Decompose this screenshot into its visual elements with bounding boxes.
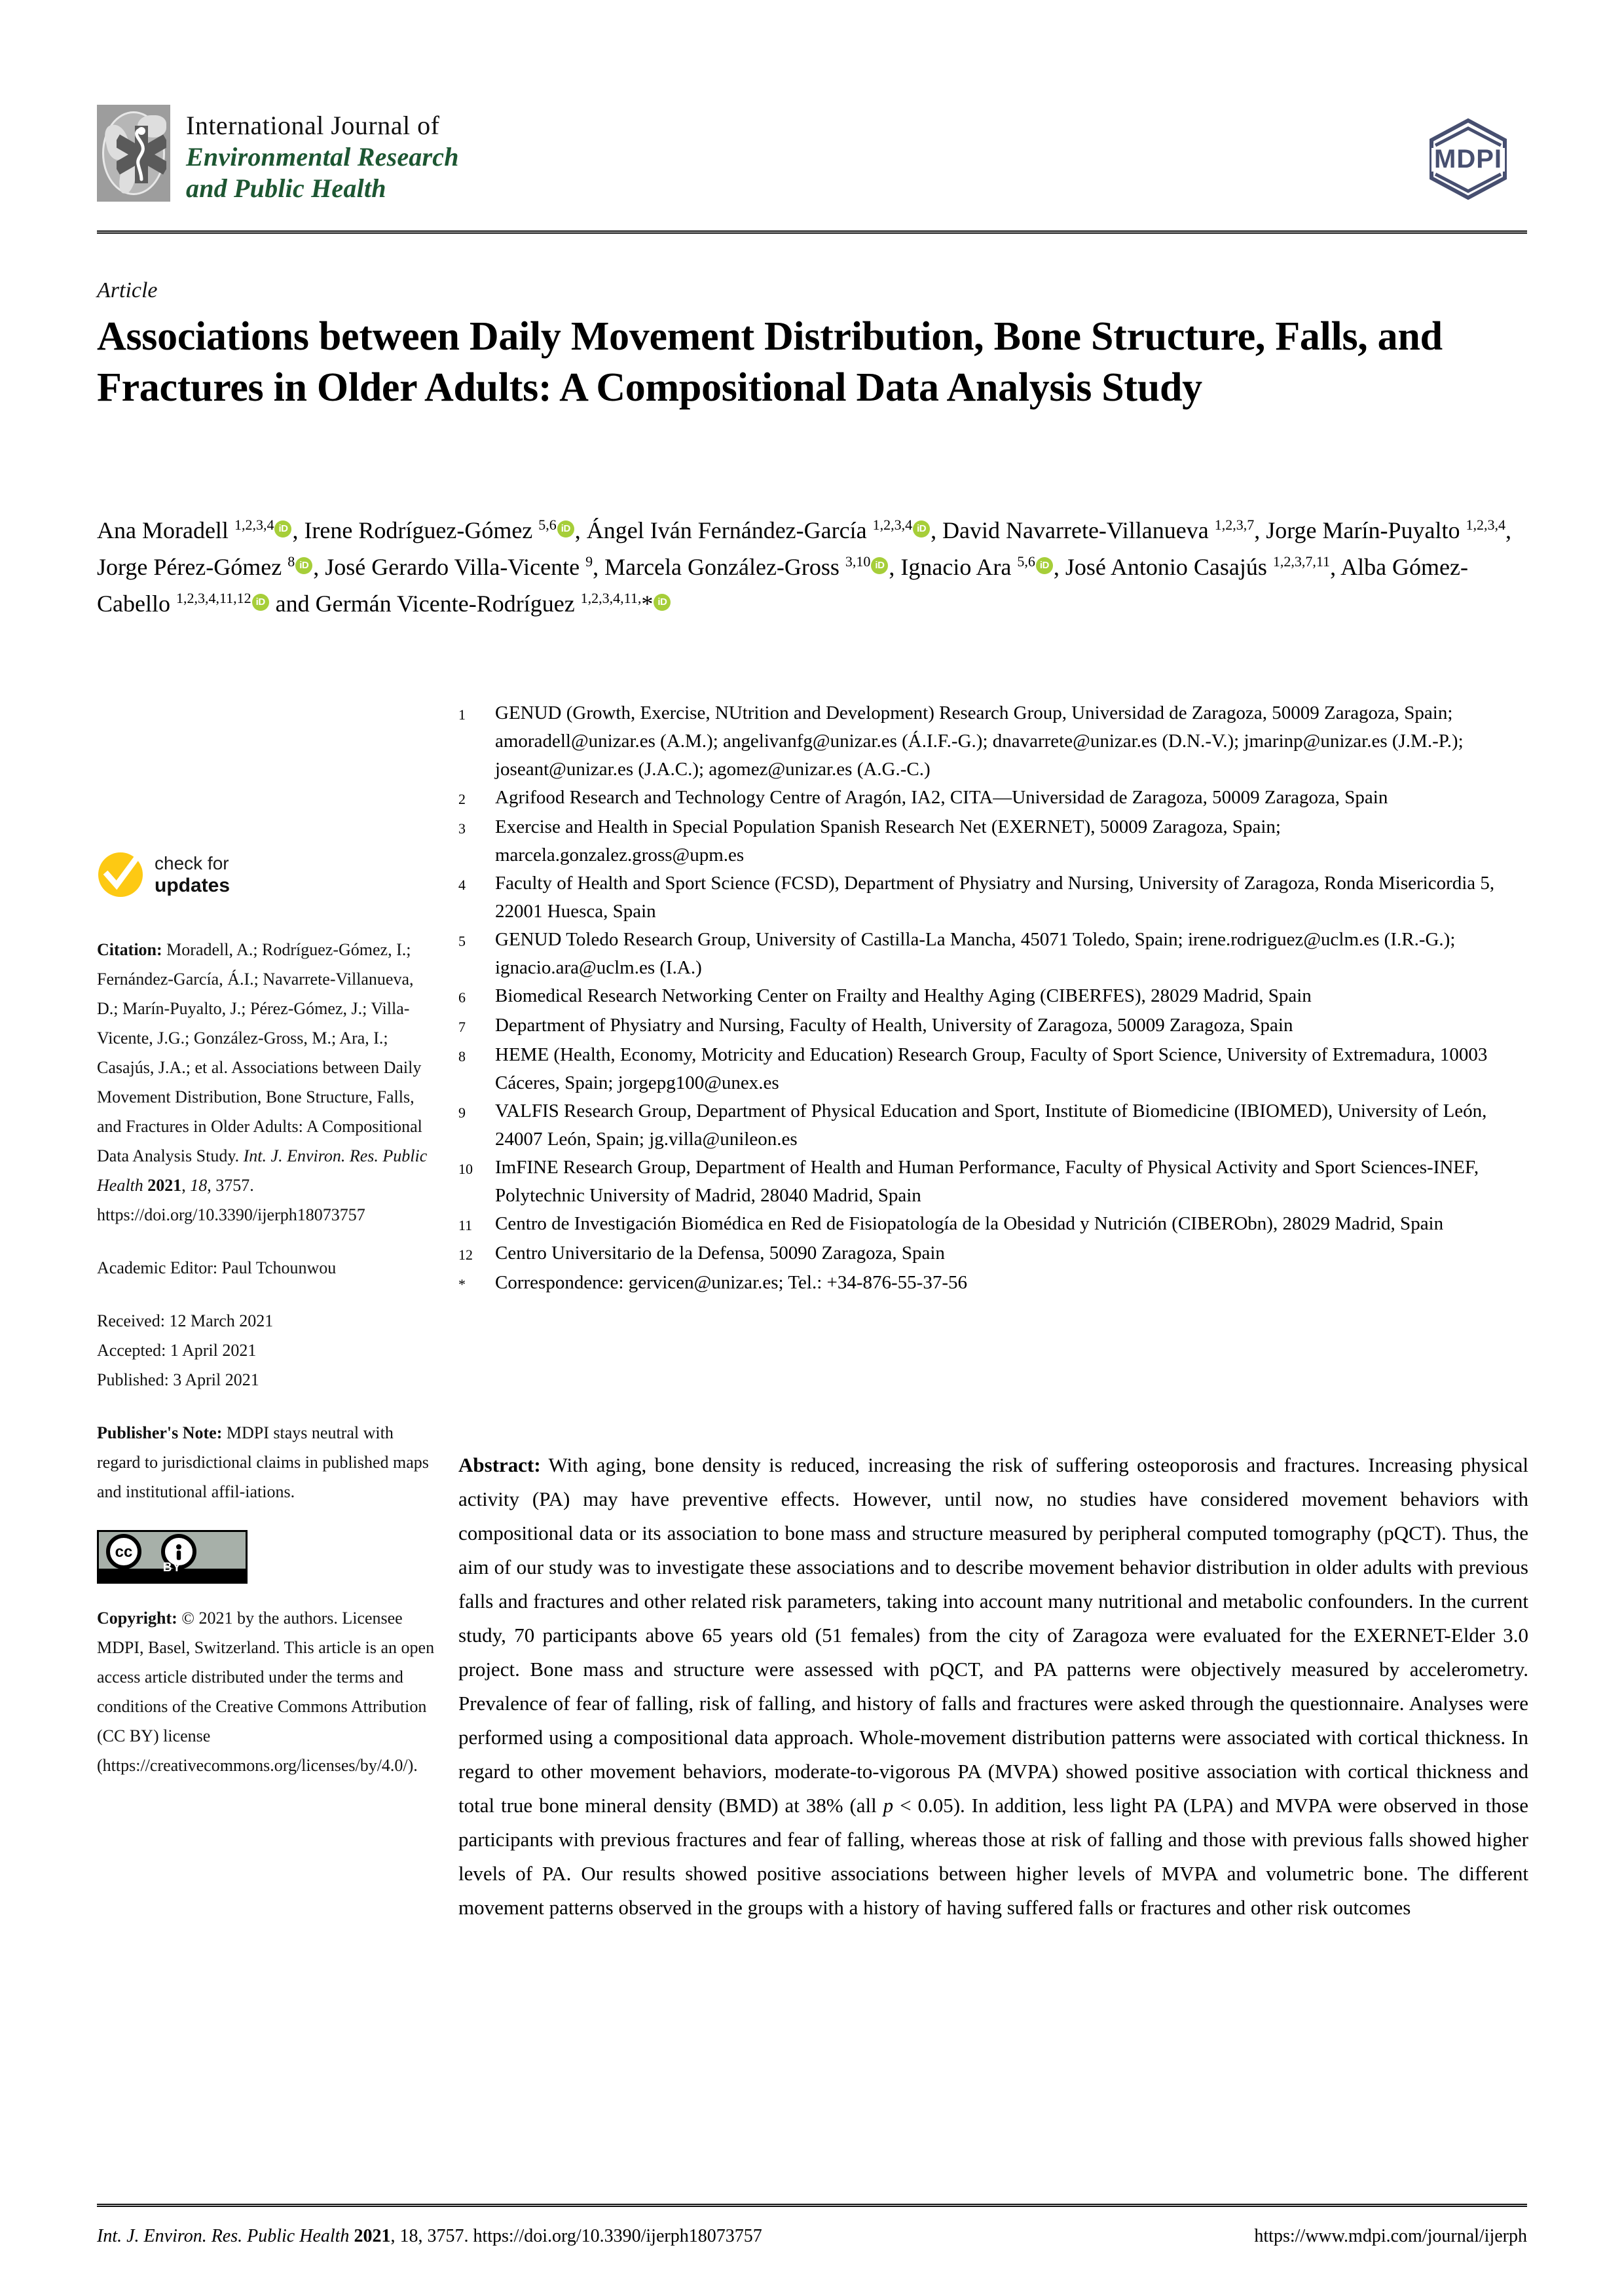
abstract-section: [458, 1448, 1528, 1925]
affiliation-number: 9: [458, 1104, 466, 1121]
publisher-note: [97, 1418, 437, 1506]
globe-star-of-life-icon: [97, 105, 170, 202]
abstract-label: Abstract:: [458, 1453, 541, 1476]
affiliation-item: [458, 926, 1528, 982]
publisher-note-label: Publisher's Note:: [97, 1423, 223, 1442]
citation-doi[interactable]: https://doi.org/10.3390/ijerph18073757: [97, 1205, 365, 1224]
date-received: Received: 12 March 2021: [97, 1311, 274, 1330]
affiliation-item: [458, 1210, 1528, 1239]
affiliation-text: HEME (Health, Economy, Motricity and Education) Research Group, Faculty of Sport Science, University of Extremadura, 10003 Cáceres, Spain; jorgepg100@unex.es: [495, 1044, 1488, 1093]
page-header: [97, 105, 1527, 223]
affiliation-text: Exercise and Health in Special Population Spanish Research Net (EXERNET), 50009 Zaragoza, Spain; marcela.gonzalez.gross@upm.es: [495, 816, 1281, 866]
abstract-part2: < 0.05). In addition, less light PA (LPA) and MVPA were observed in those participants with previous fractures and fear of falling, whereas those at risk of falling and those with previous falls showed higher levels of PA. Our results showed positive associations between higher levels of MVPA and volumetric bone. The different movement patterns observed in the groups with a history of having suffered falls or fractures and other risk outcomes: [458, 1794, 1529, 1919]
abstract-part1: With aging, bone density is reduced, increasing the risk of suffering osteoporosis and fractures. Increasing physical activity (PA) may have preventive effects. However, until now, no studies have considered movement behaviors with compositional data or its association to bone mass and structure measured by peripheral computed tomography (pQCT). Thus, the aim of our study was to investigate these associations and to describe movement behavior distribution in older adults with previous falls and fractures and other related risk parameters, taking into account many nutritional and metabolic confounders. In the current study, 70 participants above 65 years old (51 females) from the city of Zaragoza were evaluated for the EXERNET-Elder 3.0 project. Bone mass and structure were assessed with pQCT, and PA patterns were objectively measured by accelerometry. Prevalence of fear of falling, risk of falling, and history of falls and fractures were asked through the questionnaire. Analyses were performed using a compositional data approach. Whole-movement distribution patterns were associated with cortical thickness. In regard to other movement behaviors, moderate-to-vigorous PA (MVPA) showed positive association with cortical thickness and total true bone mineral density (BMD) at 38% (all: [458, 1453, 1528, 1817]
affiliation-number: 10: [458, 1161, 473, 1177]
affiliation-item: [458, 699, 1528, 784]
affiliation-number: 4: [458, 877, 466, 893]
footer-citation: [97, 2226, 762, 2247]
affiliation-item: [458, 869, 1528, 926]
check-updates-line1: check for: [155, 853, 229, 873]
affiliation-item: [458, 982, 1528, 1011]
dates-block: [97, 1306, 437, 1394]
affiliation-text: GENUD Toledo Research Group, University of Castilla-La Mancha, 45071 Toledo, Spain; irene.rodriguez@uclm.es (I.R.-G.); ignacio.ara@uclm.es (I.A.): [495, 929, 1456, 978]
citation-volume: 18: [190, 1176, 208, 1195]
copyright-label: Copyright:: [97, 1609, 177, 1628]
affiliation-item: [458, 1239, 1528, 1269]
affiliations-list: [458, 699, 1528, 1298]
affiliation-number: 12: [458, 1247, 473, 1263]
affiliation-item: [458, 784, 1528, 813]
mdpi-logo-icon: [1409, 115, 1527, 202]
check-for-updates-badge[interactable]: [97, 851, 437, 898]
journal-name: [186, 105, 459, 204]
affiliation-item: [458, 1097, 1528, 1154]
citation-block: Citation: Moradell, A.; Rodríguez-Gómez, I.; Fernández-García, Á.I.; Navarrete-Villanueva, D.; Marín-Puyalto, J.; Pérez-Gómez, J.; Villa-Vicente, J.G.; González-Gross, M.; Ara, I.; Casajús, J.A.; et al. Associations between Daily Movement Distribution, Bone Structure, Falls, and Fractures in Older Adults: A Compositional Data Analysis Study. Int. J. Environ. Res. Public Health 2021, 18, 3757. https://doi.org/10.3390/ijerph18073757: [97, 940, 428, 1224]
journal-logo: [97, 105, 459, 204]
affiliation-text: Centro Universitario de la Defensa, 50090 Zaragoza, Spain: [495, 1243, 945, 1264]
affiliation-text: Faculty of Health and Sport Science (FCSD), Department of Physiatry and Nursing, University of Zaragoza, Ronda Misericordia 5, 22001 Huesca, Spain: [495, 873, 1495, 922]
affiliation-number: 3: [458, 820, 466, 837]
affiliation-number: 7: [458, 1019, 466, 1035]
date-published: Published: 3 April 2021: [97, 1370, 259, 1389]
correspondence-text: Correspondence: gervicen@unizar.es; Tel.: +34-876-55-37-56: [495, 1272, 967, 1293]
footer-journal: Int. J. Environ. Res. Public Health: [97, 2226, 350, 2246]
citation-article-number: 3757: [215, 1176, 250, 1195]
affiliation-number: 5: [458, 933, 466, 949]
affiliation-number: 11: [458, 1217, 473, 1233]
abstract-p-italic: p: [883, 1794, 894, 1817]
citation-label: Citation:: [97, 940, 162, 959]
affiliation-text: Department of Physiatry and Nursing, Faculty of Health, University of Zaragoza, 50009 Zaragoza, Spain: [495, 1015, 1293, 1036]
date-accepted: Accepted: 1 April 2021: [97, 1341, 257, 1360]
page-title: Associations between Daily Movement Distribution, Bone Structure, Falls, and Fractures in Older Adults: A Compositional Data Analysis Study: [97, 314, 1443, 410]
citation-authors: Moradell, A.; Rodríguez-Gómez, I.; Fernández-García, Á.I.; Navarrete-Villanueva, D.; Marín-Puyalto, J.; Pérez-Gómez, J.; Villa-Vicente, J.G.; González-Gross, M.; Ara, I.; Casajús, J.A.; et al.: [97, 940, 414, 1077]
footer-year: 2021: [354, 2226, 391, 2246]
copyright-text: © 2021 by the authors. Licensee MDPI, Basel, Switzerland. This article is an open access article distributed under the terms and conditions of the Creative Commons Attribution (CC BY) license (https://creativecommons.org/licenses/by/4.0/).: [97, 1609, 435, 1775]
svg-text:MDPI: MDPI: [1434, 145, 1502, 173]
citation-title: Associations between Daily Movement Distribution, Bone Structure, Falls, and Fractures in Older Adults: A Compositional Data Analysis Study.: [97, 1058, 422, 1165]
correspondence-marker: *: [458, 1276, 466, 1292]
copyright-block: [97, 1603, 437, 1780]
page-footer: [97, 2226, 1527, 2247]
footer-journal-url[interactable]: https://www.mdpi.com/journal/ijerph: [1254, 2226, 1527, 2246]
affiliation-text: Biomedical Research Networking Center on Frailty and Healthy Aging (CIBERFES), 28029 Madrid, Spain: [495, 985, 1312, 1006]
affiliation-item: [458, 1041, 1528, 1097]
cc-icon: cc: [106, 1534, 141, 1569]
check-mark-icon: [97, 851, 144, 898]
footer-rest: , 18, 3757. https://doi.org/10.3390/ijerph18073757: [390, 2226, 762, 2246]
cc-by-label: BY: [162, 1561, 182, 1575]
correspondence-item: [458, 1269, 1528, 1298]
affiliation-item: [458, 1154, 1528, 1210]
affiliation-text: VALFIS Research Group, Department of Physical Education and Sport, Institute of Biomedicine (IBIOMED), University of León, 24007 León, Spain; jg.villa@unileon.es: [495, 1101, 1487, 1150]
check-updates-line2: updates: [155, 875, 231, 896]
article-type-label: Article: [97, 278, 158, 302]
affiliation-number: 1: [458, 706, 466, 723]
header-divider: [97, 230, 1527, 234]
affiliation-text: Agrifood Research and Technology Centre of Aragón, IA2, CITA—Universidad de Zaragoza, 50009 Zaragoza, Spain: [495, 787, 1388, 808]
affiliation-text: Centro de Investigación Biomédica en Red de Fisiopatología de la Obesidad y Nutrición (CIBERObn), 28029 Madrid, Spain: [495, 1213, 1444, 1234]
author-list: Ana Moradell $^{1,2,3,4}$ iD , Irene Rodríguez-Gómez $^{5,6}$ iD , Ángel Iván Fernández-García $^{1,2,3,4}$ iD , David Navarrete-Villanueva $^{1,2,3,7}$, Jorge Marín-Puyalto $^{1,2,3,4}$, Jorge Pérez-Gómez $^8$ iD , José Gerardo Villa-Vicente $^9$, Marcela González-Gross $^{3,10}$ iD , Ignacio Ara $^{5,6}$ iD , José Antonio Casajús $^{1,2,3,7,11}$, Alba Gómez-Cabello $^{1,2,3,4,11,12}$ iD and Germán Vicente-Rodríguez $^{1,2,3,4,11,}$* iD: [97, 517, 1511, 617]
affiliation-number: 6: [458, 989, 466, 1006]
footer-divider: [97, 2204, 1527, 2207]
sidebar: [97, 851, 437, 1804]
creative-commons-badge-icon: [97, 1530, 248, 1584]
journal-name-line3: and Public Health: [186, 173, 386, 203]
star-of-life-glyph: [117, 123, 166, 186]
citation-journal: Int. J. Environ. Res. Public Health: [97, 1146, 428, 1195]
academic-editor: Academic Editor: Paul Tchounwou: [97, 1258, 337, 1277]
affiliation-number: 2: [458, 791, 466, 807]
affiliation-text: GENUD (Growth, Exercise, NUtrition and Development) Research Group, Universidad de Zaragoza, 50009 Zaragoza, Spain; amoradell@unizar.es (A.M.); angelivanfg@unizar.es (Á.I.F.-G.); dnavarrete@unizar.es (D.N.-V.); jmarinp@unizar.es (J.M.-P.); joseant@unizar.es (J.A.C.); agomez@unizar.es (A.G.-C.): [495, 702, 1464, 780]
journal-name-line1: International Journal of: [186, 111, 440, 140]
journal-name-line2: Environmental Research: [186, 142, 459, 172]
affiliation-item: [458, 1011, 1528, 1041]
affiliation-item: [458, 813, 1528, 869]
citation-year: 2021: [147, 1176, 182, 1195]
publisher-note-text: MDPI stays neutral with regard to jurisdictional claims in published maps and institutional affil-iations.: [97, 1423, 429, 1501]
affiliation-number: 8: [458, 1048, 466, 1065]
affiliation-text: ImFINE Research Group, Department of Health and Human Performance, Faculty of Physical Activity and Sport Sciences-INEF, Polytechnic University of Madrid, 28040 Madrid, Spain: [495, 1157, 1479, 1206]
